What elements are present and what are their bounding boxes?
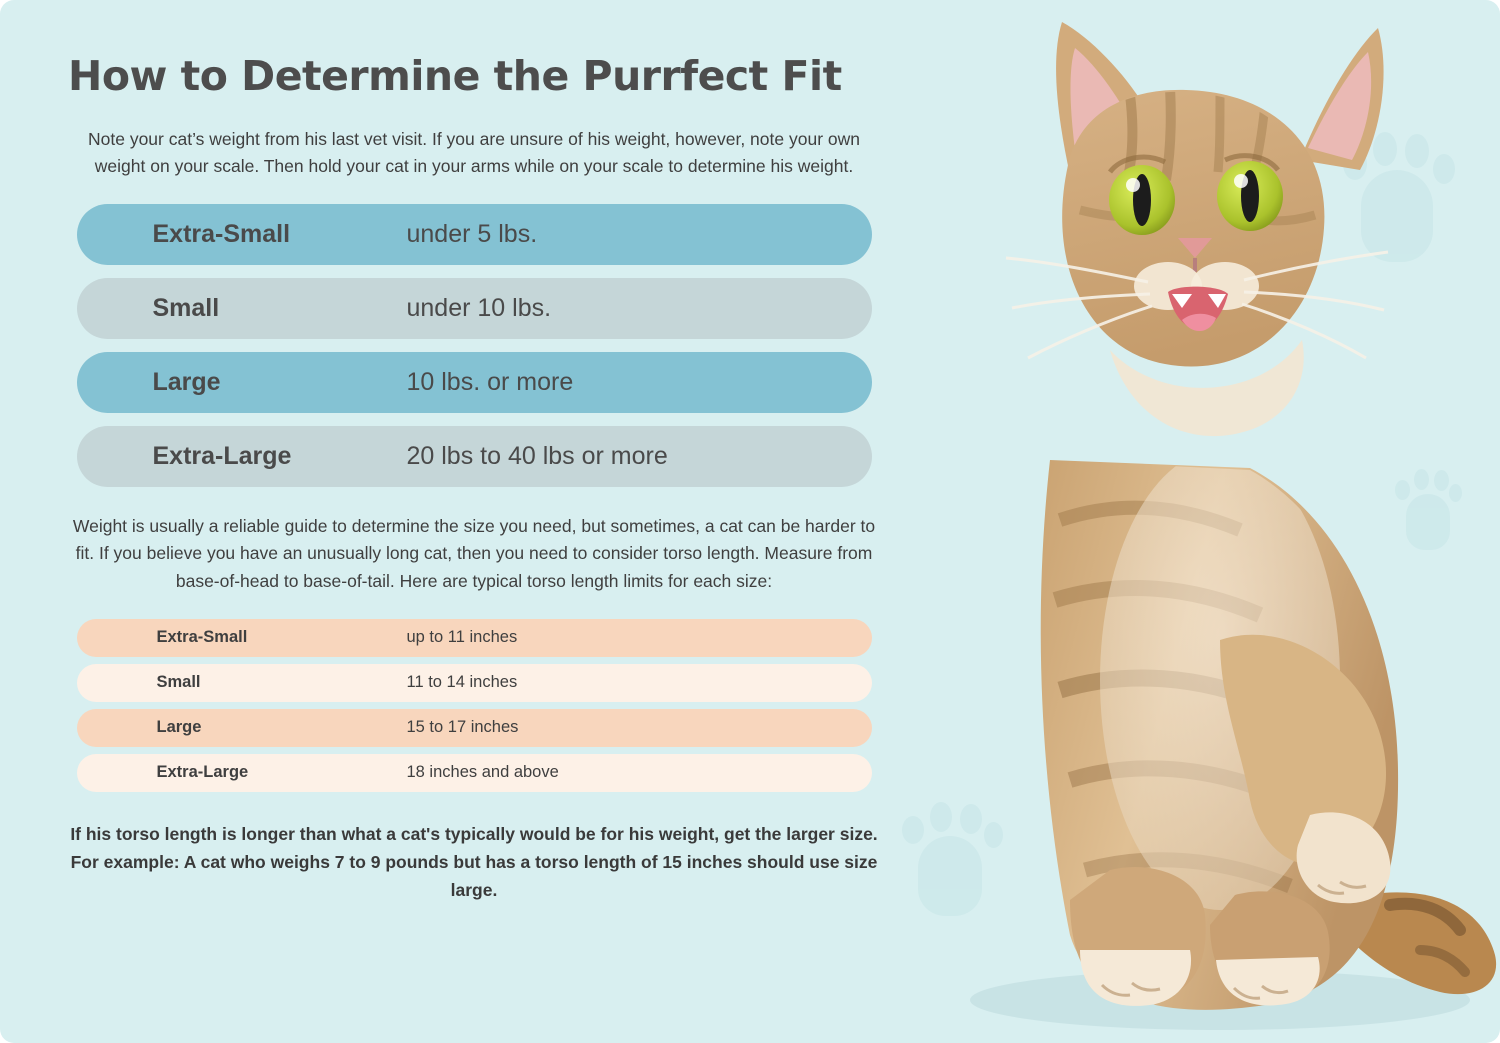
torso-size-value: 18 inches and above [406,763,559,782]
torso-intro-paragraph: Weight is usually a reliable guide to determine the size you need, but sometimes, a cat can be harder to fit. If you believe you have an unusually long cat, then you need to consider torso length. Measure from base-of-head to base-of-tail. Here are typical torso length limits for each size: [72,516,876,591]
weight-size-value: 10 lbs. or more [406,368,574,397]
tabby-cat-photo [920,0,1500,1043]
torso-size-value: up to 11 inches [406,628,518,647]
weight-size-label: Extra-Small [152,220,291,249]
weight-size-label: Small [152,294,220,323]
intro-paragraph: Note your cat’s weight from his last vet visit. If you are unsure of his weight, however, note your own weight on your scale. Then hold your cat in your arms while on your scale to determine his weight. [88,129,860,177]
torso-size-label: Extra-Small [156,628,248,647]
table-row [77,709,872,747]
torso-size-label: Small [156,673,201,692]
table-row [77,204,872,265]
torso-size-value: 15 to 17 inches [406,718,519,737]
table-row [77,426,872,487]
weight-size-label: Large [152,368,221,397]
weight-size-value: under 5 lbs. [406,220,538,249]
torso-size-label: Extra-Large [156,763,249,782]
footer-note: If his torso length is longer than what a cat's typically would be for his weight, get the larger size. For example: A cat who weighs 7 to 9 pounds but has a torso length of 15 inches should use size large. [70,823,878,900]
weight-size-value: 20 lbs to 40 lbs or more [406,442,668,471]
weight-size-value: under 10 lbs. [406,294,552,323]
torso-length-table [77,619,872,792]
table-row [77,278,872,339]
torso-size-label: Large [156,718,202,737]
weight-size-label: Extra-Large [152,442,292,471]
table-row [77,754,872,792]
table-row [77,352,872,413]
page-title: How to Determine the Purrfect Fit [68,52,842,100]
table-row [77,664,872,702]
weight-size-table [77,204,872,487]
torso-size-value: 11 to 14 inches [406,673,518,692]
table-row [77,619,872,657]
